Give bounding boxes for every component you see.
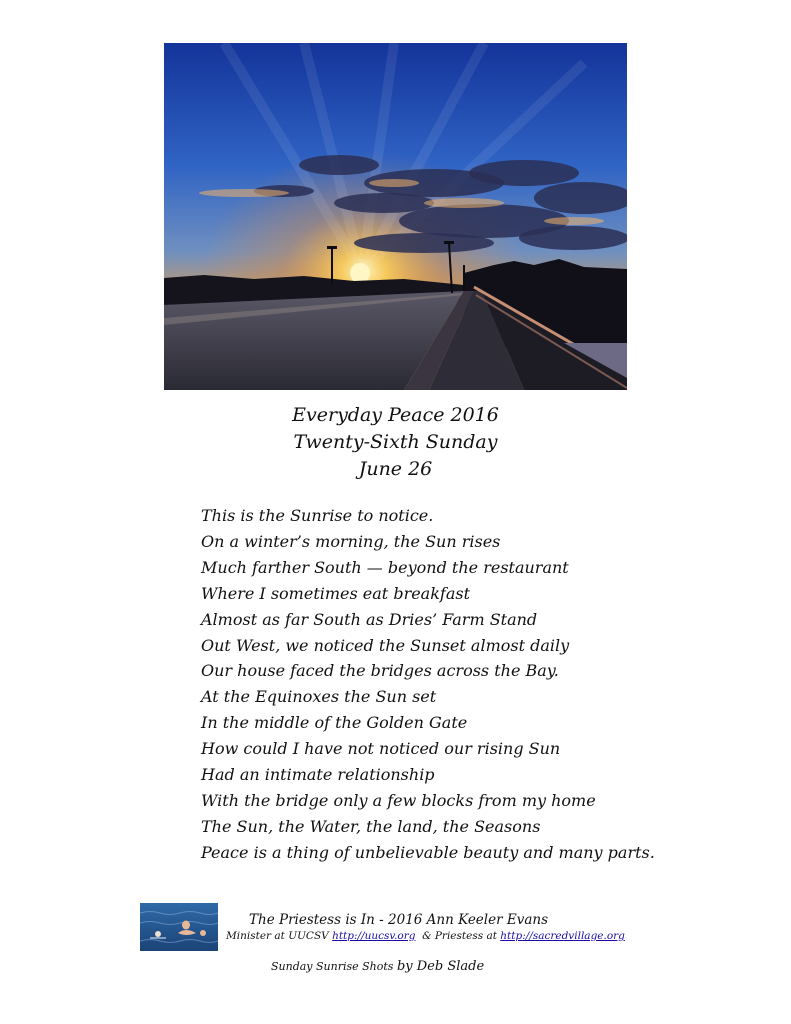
poem-line: How could I have not noticed our rising Sun: [201, 739, 561, 759]
poem-line: On a winter’s morning, the Sun rises: [201, 531, 501, 551]
priestess-middle: & Priestess at: [415, 930, 501, 942]
affiliation-line: [226, 929, 625, 944]
photo-credit: [271, 959, 484, 975]
poem-line: At the Equinoxes the Sun set: [201, 687, 437, 707]
sacred-village-link[interactable]: http://sacredvillage.org: [500, 930, 625, 942]
poem: [201, 503, 661, 866]
uucsv-link[interactable]: http://uucsv.org: [332, 930, 416, 942]
sunrise-bridge-photo: [164, 43, 627, 390]
title-line-1: Everyday Peace 2016: [292, 404, 499, 426]
title-date: June 26: [358, 458, 433, 480]
poem-line: With the bridge only a few blocks from my home: [201, 790, 596, 810]
poem-line: Peace is a thing of unbelievable beauty and many parts.: [201, 842, 655, 862]
poem-line: This is the Sunrise to notice.: [201, 506, 434, 525]
poem-line: Almost as far South as Dries’ Farm Stand: [201, 609, 538, 629]
minister-prefix: Minister at UUCSV: [226, 930, 333, 942]
poem-line: Our house faced the bridges across the Bay.: [201, 661, 559, 681]
poem-line: In the middle of the Golden Gate: [201, 713, 468, 733]
title-line-2: Twenty-Sixth Sunday: [293, 431, 498, 453]
poem-line: Had an intimate relationship: [201, 765, 435, 785]
poem-line: Out West, we noticed the Sunset almost daily: [201, 635, 570, 655]
poem-line: Much farther South — beyond the restaurant: [201, 557, 569, 577]
photographer-name: by Deb Slade: [396, 959, 485, 974]
author-credit: The Priestess is In - 2016 Ann Keeler Evans: [249, 912, 549, 928]
poem-line: The Sun, the Water, the land, the Seasons: [201, 816, 541, 836]
priestess-swimming-photo: [140, 903, 218, 951]
sunday-shots-label: Sunday Sunrise Shots: [271, 960, 397, 973]
poem-line: Where I sometimes eat breakfast: [201, 583, 471, 603]
